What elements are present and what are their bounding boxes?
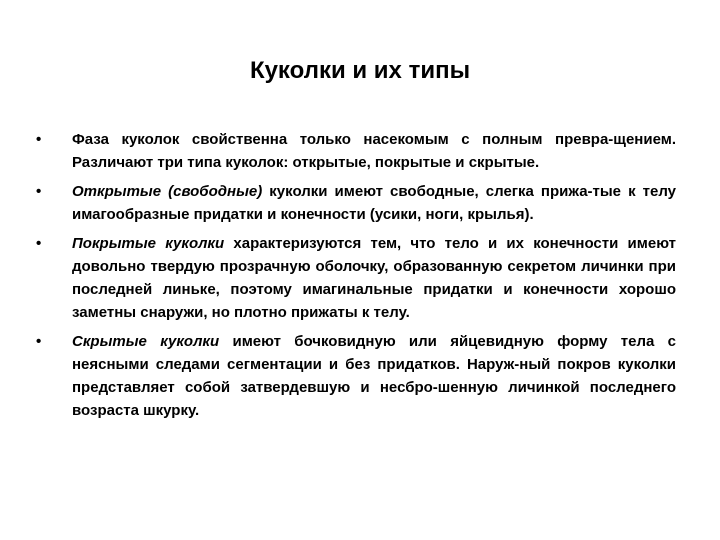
- bullet-text: характеризуются тем, что тело и их конечности имеют довольно твердую прозрачную оболочку, образованную секретом личинки при последней линьке, поэтому имагинальные придатки и конечности хорошо заметны снаружи, но плотно прижаты к телу.: [72, 235, 676, 321]
- slide-title: Куколки и их типы: [249, 57, 471, 84]
- bullet-item-covered-pupae: [36, 232, 676, 324]
- bullet-item-open-pupae: [36, 180, 676, 226]
- bullet-text: куколки имеют свободные, слегка прижа-тые к телу имагообразные придатки и конечности (усики, ноги, крылья).: [72, 183, 677, 223]
- bullet-icon: •: [36, 131, 42, 148]
- bullet-item-phase: [36, 128, 676, 174]
- bullet-text: имеют бочковидную или яйцевидную форму тела с неясными следами сегментации и без придатков. Наруж-ный покров куколки представляет собой затвердевшую и несбро-шенную личинкой последнего возраста шкурку.: [72, 333, 676, 419]
- bullet-term: Скрытые куколки: [72, 333, 220, 350]
- bullet-text: Фаза куколок свойственна только насекомым с полным превра-щением. Различают три типа куколок: открытые, покрытые и скрытые.: [72, 131, 676, 171]
- bullet-icon: •: [36, 183, 42, 200]
- bullet-item-hidden-pupae: [36, 330, 676, 422]
- bullet-icon: •: [36, 333, 42, 350]
- bullet-term: Покрытые куколки: [72, 235, 225, 252]
- bullet-term: Открытые (свободные): [72, 183, 263, 200]
- bullet-list: [36, 128, 676, 428]
- bullet-icon: •: [36, 235, 42, 252]
